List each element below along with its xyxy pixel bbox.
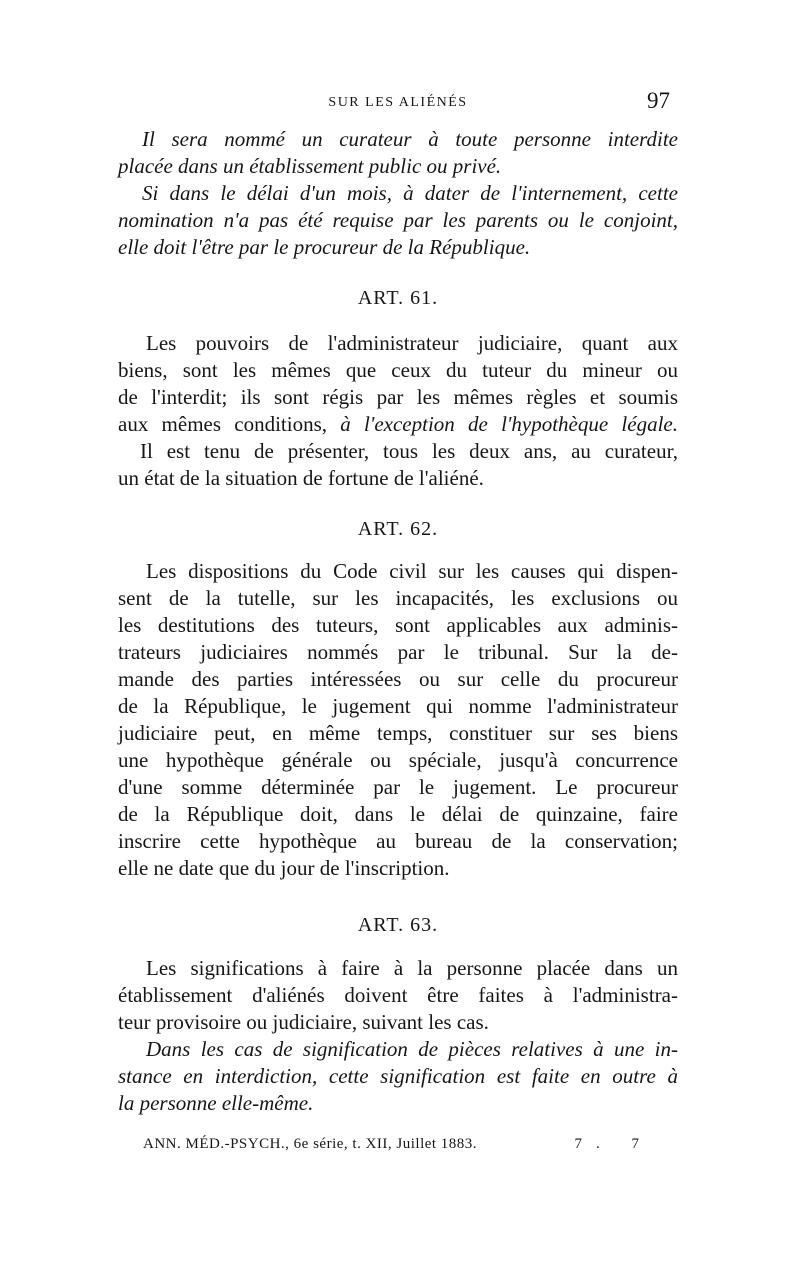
page-footer: [143, 1136, 653, 1162]
text-line: judiciaire peut, en même temps, constituer sur ses biens: [118, 721, 678, 745]
text-line: [118, 411, 678, 438]
running-title: SUR LES ALIÉNÉS: [328, 95, 468, 110]
intro-paragraphs: [118, 126, 678, 261]
article-62-heading: ART. 62.: [357, 518, 439, 540]
page-number: 97: [647, 88, 670, 113]
text-line: inscrire cette hypothèque au bureau de la conservation;: [118, 829, 678, 853]
text-line: la personne elle-même.: [118, 1091, 314, 1115]
text-line: Il est tenu de présenter, tous les deux ans, au curateur,: [140, 439, 678, 463]
text-line: établissement d'aliénés doivent être faites à l'administra-: [118, 983, 678, 1007]
text-line: teur provisoire ou judiciaire, suivant les cas.: [118, 1010, 489, 1034]
text-segment: aux mêmes conditions,: [118, 412, 328, 436]
text-line: de l'interdit; ils sont régis par les mêmes règles et soumis: [118, 385, 678, 409]
text-line: Les dispositions du Code civil sur les causes qui dispen-: [146, 559, 678, 583]
text-line: stance en interdiction, cette signification est faite en outre à: [118, 1064, 678, 1088]
page-header: [118, 88, 678, 118]
text-line: nomination n'a pas été requise par les parents ou le conjoint,: [118, 208, 678, 232]
text-line: sent de la tutelle, sur les incapacités, les exclusions ou: [118, 586, 678, 610]
text-line: Les significations à faire à la personne placée dans un: [146, 956, 678, 980]
text-line: un état de la situation de fortune de l'aliéné.: [118, 466, 484, 490]
text-line: Si dans le délai d'un mois, à dater de l'internement, cette: [142, 181, 678, 205]
text-line: de la République doit, dans le délai de quinzaine, faire: [118, 802, 678, 826]
text-line: elle ne date que du jour de l'inscription.: [118, 856, 450, 880]
text-line: elle doit l'être par le procureur de la République.: [118, 235, 531, 259]
text-line: Dans les cas de signification de pièces relatives à une in-: [146, 1037, 678, 1061]
text-line: d'une somme déterminée par le jugement. Le procureur: [118, 775, 678, 799]
text-line: biens, sont les mêmes que ceux du tuteur du mineur ou: [118, 358, 678, 382]
text-line: mande des parties intéressées ou sur celle du procureur: [118, 667, 678, 691]
text-line: les destitutions des tuteurs, sont applicables aux adminis-: [118, 613, 678, 637]
article-61-heading: ART. 61.: [357, 287, 439, 309]
text-line: Il sera nommé un curateur à toute personne interdite: [142, 127, 678, 151]
signature-mark: 7. 7: [574, 1136, 653, 1152]
article-63-heading: ART. 63.: [357, 914, 439, 936]
text-line: de la République, le jugement qui nomme l'administrateur: [118, 694, 678, 718]
article-63-body: [118, 955, 678, 1117]
article-62-body: [118, 558, 678, 882]
footer-citation: ANN. MÉD.-PSYCH., 6e série, t. XII, Juillet 1883.: [143, 1136, 478, 1152]
text-line: trateurs judiciaires nommés par le tribunal. Sur la de-: [118, 640, 678, 664]
text-line: placée dans un établissement public ou privé.: [118, 154, 502, 178]
text-line: Les pouvoirs de l'administrateur judiciaire, quant aux: [146, 331, 678, 355]
text-segment-italic: à l'exception de l'hypothèque légale.: [340, 412, 678, 436]
text-line: une hypothèque générale ou spéciale, jusqu'à concurrence: [118, 748, 678, 772]
article-61-body: [118, 330, 678, 492]
